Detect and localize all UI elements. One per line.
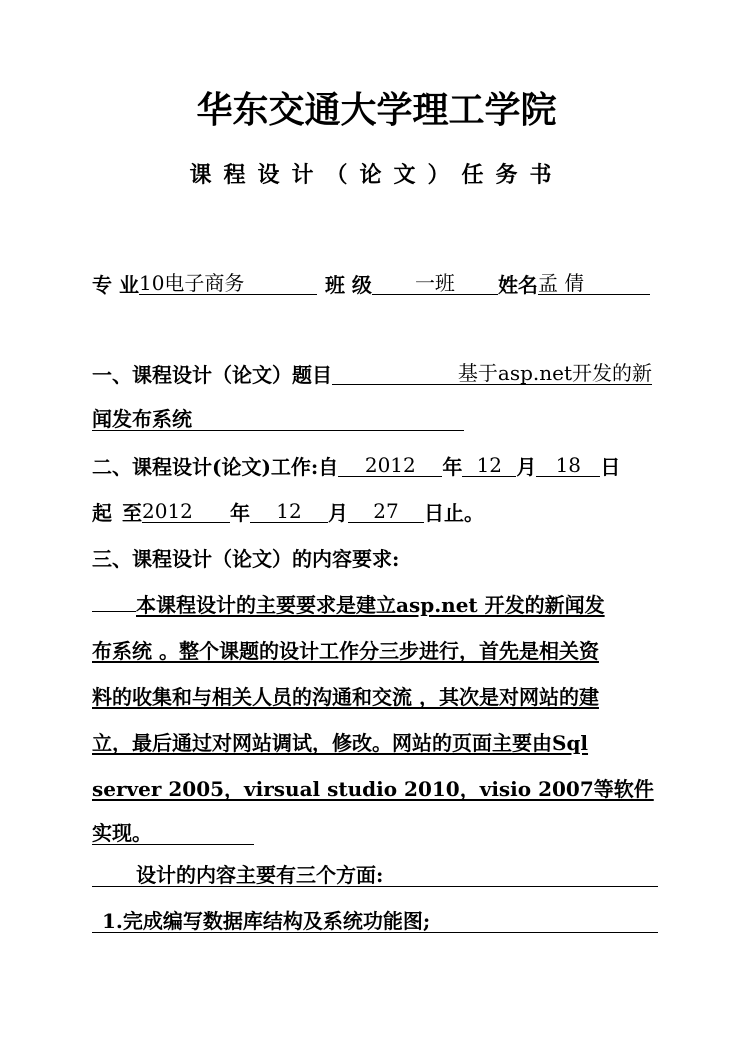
- name-label: 姓名: [497, 273, 538, 297]
- name-value: 孟 倩: [537, 271, 585, 295]
- class-field: [372, 268, 498, 295]
- name-field: [538, 268, 650, 295]
- class-label: 班 级: [324, 273, 372, 297]
- major-field: [139, 268, 317, 295]
- qi-char: 起: [92, 501, 112, 525]
- start-year: 2012: [364, 453, 416, 477]
- section1-line1: [92, 358, 658, 392]
- paragraph-line-text: 实现。: [92, 821, 152, 845]
- paragraph-last-line: [92, 818, 658, 852]
- section1-label: 一、课程设计（论文）题目: [92, 363, 332, 387]
- end-year-field: [142, 496, 230, 523]
- content-intro: 设计的内容主要有三个方面:: [136, 863, 384, 887]
- section2-label: 二、课程设计(论文)工作:自: [92, 455, 339, 479]
- start-year-field: [338, 450, 442, 477]
- start-month-field: [462, 450, 516, 477]
- section1-title-field-2: [92, 404, 464, 431]
- info-row: [92, 268, 658, 302]
- class-value: 一班: [414, 271, 455, 295]
- start-day-field: [536, 450, 600, 477]
- start-day: 18: [555, 453, 582, 477]
- paragraph-line: server 2005，virsual studio 2010，visio 2007等软件: [92, 777, 654, 801]
- paragraph-line: 料的收集和与相关人员的沟通和交流 ，其次是对网站的建: [92, 685, 599, 709]
- start-day-char: 日: [600, 455, 621, 479]
- start-month-char: 月: [516, 455, 537, 479]
- school-name: 华东交通大学理工学院: [196, 89, 557, 131]
- start-year-char: 年: [442, 455, 463, 479]
- major-value: 10电子商务: [138, 271, 245, 295]
- paragraph-line: 立，最后通过对网站调试，修改。网站的页面主要由Sql: [92, 731, 589, 755]
- end-year-char: 年: [230, 501, 250, 525]
- end-day: 27: [373, 499, 399, 523]
- section1-title-part2: 闻发布系统: [92, 407, 192, 431]
- item1-line: [92, 908, 658, 933]
- zhi-char: 至: [122, 501, 142, 525]
- paragraph-line: 布系统 。整个课题的设计工作分三步进行，首先是相关资: [92, 639, 599, 663]
- section1-title-field: [332, 358, 652, 385]
- content-intro-line: [92, 862, 658, 887]
- end-month-field: [250, 496, 328, 523]
- start-month: 12: [476, 453, 503, 477]
- end-day-field: [348, 496, 424, 523]
- section1-line2: [92, 404, 658, 438]
- section3-heading: 三、课程设计（论文）的内容要求:: [92, 547, 400, 571]
- paragraph-line: [92, 588, 658, 622]
- end-month-char: 月: [328, 501, 348, 525]
- section2-line1: [92, 450, 658, 484]
- paragraph-last-field: [92, 818, 254, 845]
- item1: 1.完成编写数据库结构及系统功能图;: [102, 909, 431, 933]
- end-suffix: 日止。: [424, 501, 484, 525]
- document-title: 课程设计（论文）任务书: [189, 162, 564, 188]
- section2-line2: [92, 496, 658, 530]
- section1-title-part1: 基于asp.net开发的新: [457, 361, 652, 385]
- end-year: 2012: [142, 499, 193, 523]
- end-month: 12: [276, 499, 302, 523]
- paragraph-line-text: 本课程设计的主要要求是建立asp.net 开发的新闻发: [136, 593, 605, 617]
- major-label: 专 业: [92, 273, 139, 297]
